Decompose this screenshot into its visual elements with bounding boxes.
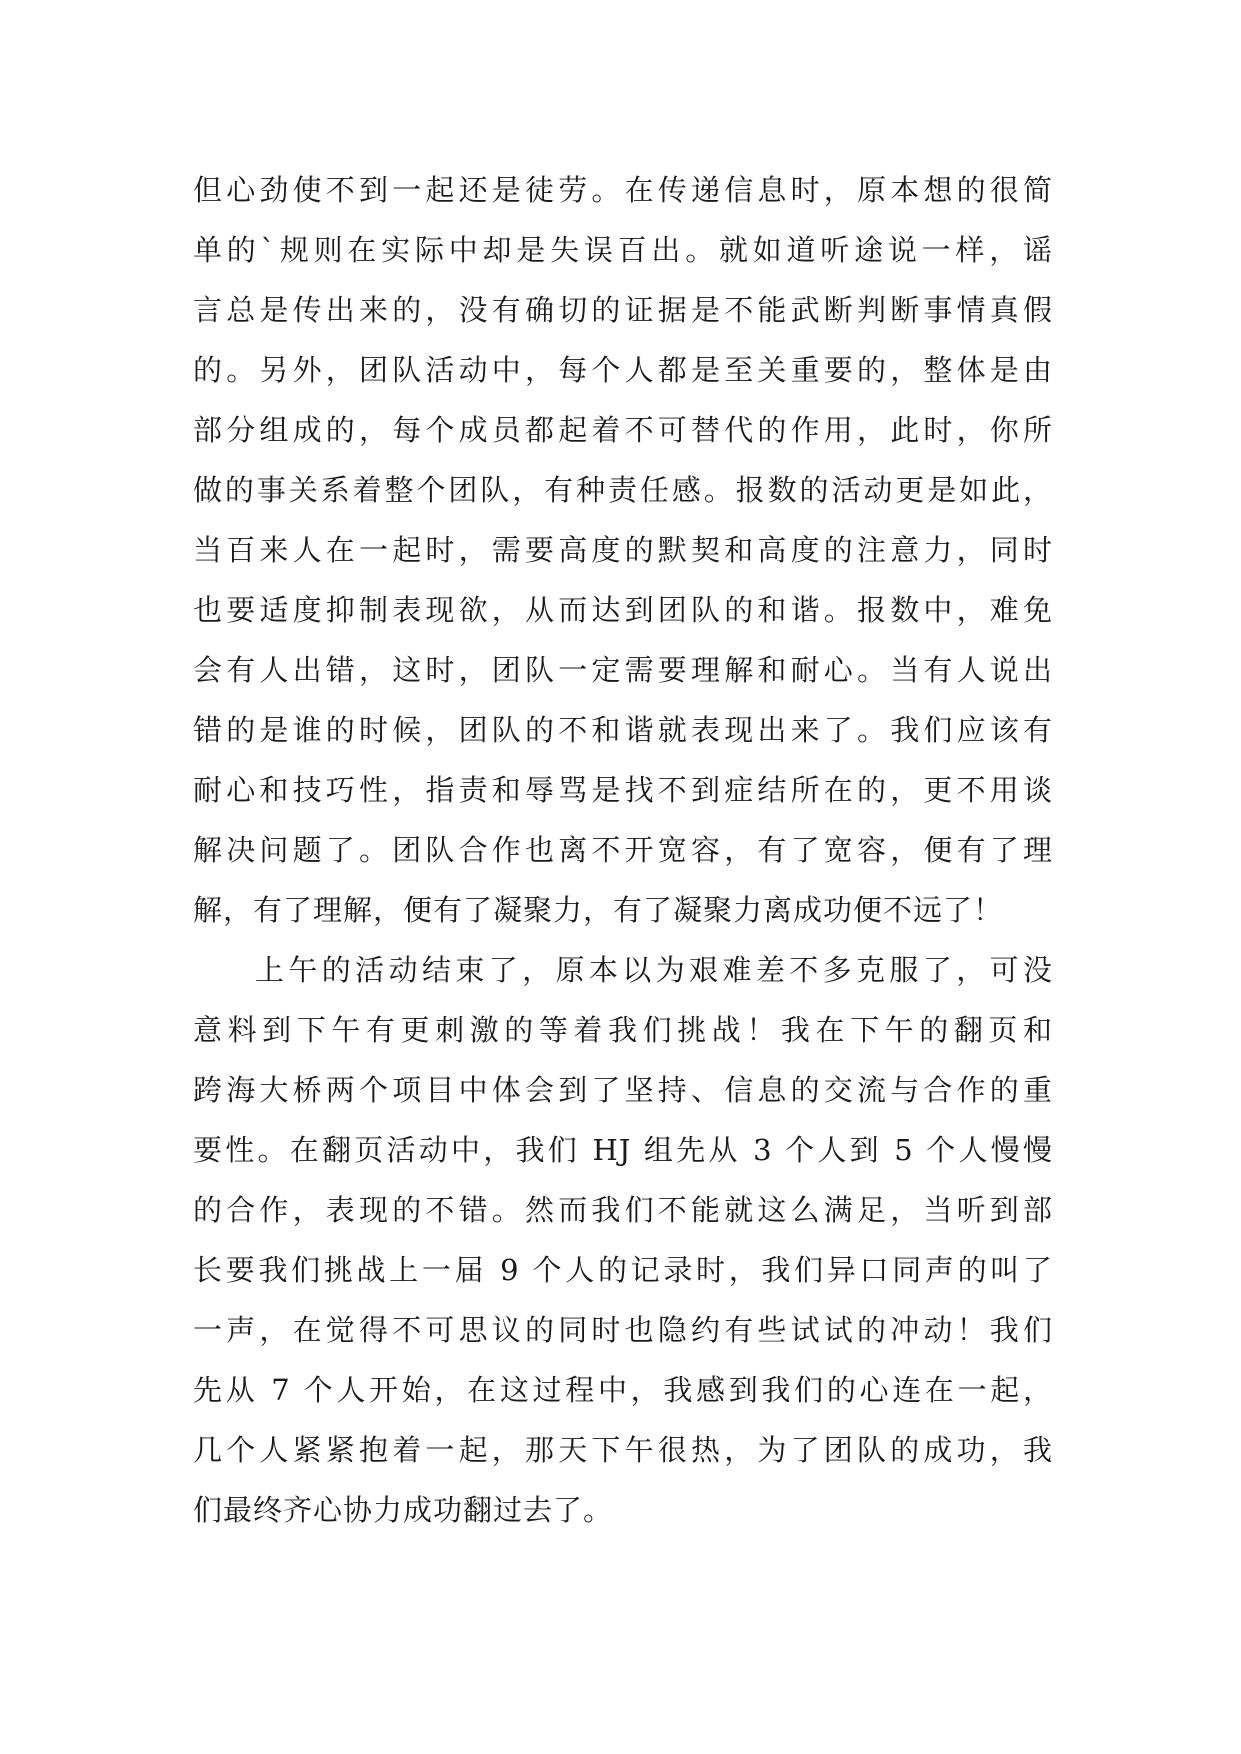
text-line: 但心劲使不到一起还是徒劳。在传递信息时，原本想的很简 (193, 173, 1053, 207)
text-line: 错的是谁的时候，团队的不和谐就表现出来了。我们应该有 (193, 713, 1053, 747)
text-line: 耐心和技巧性，指责和辱骂是找不到症结所在的，更不用谈 (193, 773, 1053, 807)
body-text (193, 160, 1053, 1540)
text-line: 也要适度抑制表现欲，从而达到团队的和谐。报数中，难免 (193, 593, 1053, 627)
paragraph-end-line: 解，有了理解，便有了凝聚力，有了凝聚力离成功便不远了！ (193, 893, 1004, 927)
text-line: 的合作，表现的不错。然而我们不能就这么满足，当听到部 (193, 1193, 1053, 1227)
paragraph-first-line: 上午的活动结束了，原本以为艰难差不多克服了，可没 (255, 953, 1053, 987)
text-line: 先从 7 个人开始，在这过程中，我感到我们的心连在一起， (193, 1373, 1053, 1407)
text-line: 一声，在觉得不可思议的同时也隐约有些试试的冲动！我们 (193, 1313, 1053, 1347)
paragraph-end-line: 们最终齐心协力成功翻过去了。 (193, 1493, 614, 1527)
text-line: 跨海大桥两个项目中体会到了坚持、信息的交流与合作的重 (193, 1073, 1053, 1107)
text-line: 要性。在翻页活动中，我们 HJ 组先从 3 个人到 5 个人慢慢 (193, 1133, 1053, 1167)
text-line: 部分组成的，每个成员都起着不可替代的作用，此时，你所 (193, 413, 1053, 447)
text-line: 的。另外，团队活动中，每个人都是至关重要的，整体是由 (193, 353, 1053, 387)
text-line: 会有人出错，这时，团队一定需要理解和耐心。当有人说出 (193, 653, 1053, 687)
text-line: 言总是传出来的，没有确切的证据是不能武断判断事情真假 (193, 293, 1053, 327)
text-line: 长要我们挑战上一届 9 个人的记录时，我们异口同声的叫了 (193, 1253, 1053, 1287)
text-line: 几个人紧紧抱着一起，那天下午很热，为了团队的成功，我 (193, 1433, 1053, 1467)
text-line: 解决问题了。团队合作也离不开宽容，有了宽容，便有了理 (193, 833, 1053, 867)
text-line: 当百来人在一起时，需要高度的默契和高度的注意力，同时 (193, 533, 1053, 567)
text-line: 意料到下午有更刺激的等着我们挑战！我在下午的翻页和 (193, 1013, 1053, 1047)
text-line: 单的`规则在实际中却是失误百出。就如道听途说一样，谣 (193, 233, 1053, 267)
text-line: 做的事关系着整个团队，有种责任感。报数的活动更是如此， (193, 473, 1053, 507)
